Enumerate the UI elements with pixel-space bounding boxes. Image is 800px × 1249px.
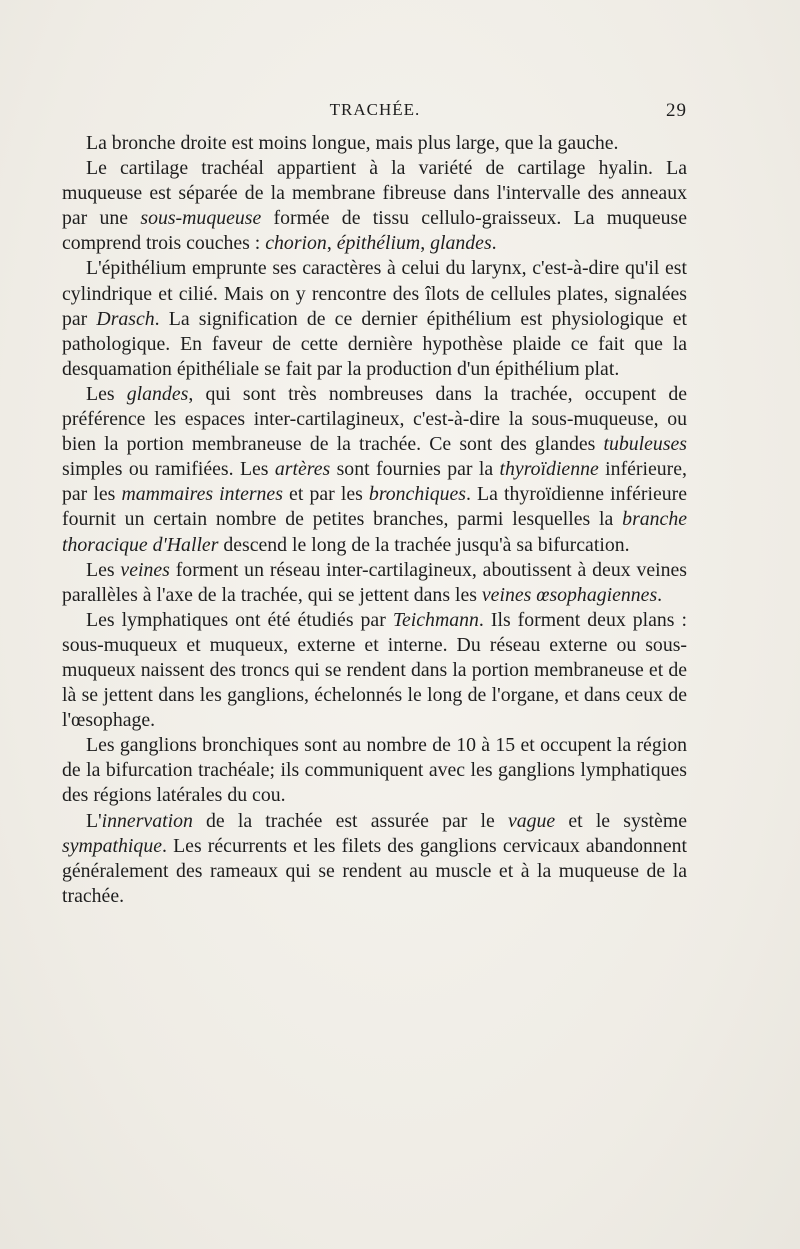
italic-text: veines (120, 558, 170, 581)
text-run: inférieure, par les (62, 458, 687, 506)
text-run: Les (86, 382, 127, 405)
text-run: , (326, 232, 337, 255)
italic-text: épithélium (336, 232, 421, 255)
text-run: sont fournies par la (330, 458, 500, 481)
italic-text: glandes (126, 382, 189, 405)
italic-text: glandes (430, 232, 492, 255)
italic-text: Teichmann (392, 608, 479, 631)
italic-text: sympathique (62, 834, 162, 857)
text-run: formée de tissu cellulo-graisseux. La muqueuse comprend trois couches : (62, 207, 687, 255)
italic-text: sous-muqueuse (140, 207, 262, 230)
text-run: L' (86, 809, 102, 832)
italic-text: Drasch (96, 307, 155, 330)
text-run: Les ganglions bronchiques sont au nombre de 10 à 15 et occupent la région de la bifurcation trachéale; ils communiquent avec les ganglions lymphatiques des régions latérales du cou. (62, 734, 687, 807)
running-title: TRACHÉE. (329, 100, 421, 119)
paragraph (62, 733, 687, 808)
page-number: 29 (666, 100, 687, 121)
text-run: La bronche droite est moins longue, mais plus large, que la gauche. (86, 132, 619, 154)
text-run: . Les récurrents et les filets des ganglions cervicaux abandonnent généralement des rameaux qui se rendent au muscle et à la muqueuse de la trachée. (62, 834, 687, 907)
paragraph (62, 608, 687, 733)
text-run: . (657, 583, 663, 606)
text-run: , qui sont très nombreuses dans la trachée, occupent de préférence les espaces inter-cartilagineux, c'est-à-dire la sous-muqueuse, ou bien la portion membraneuse de la trachée. Ce sont des glandes (62, 382, 687, 456)
page-header (63, 100, 687, 124)
text-run: . La thyroïdienne inférieure fournit un certain nombre de petites branches, parmi lesquelles la (62, 483, 688, 531)
text-run: de la trachée est assurée par le (192, 809, 508, 832)
paragraph (62, 809, 687, 909)
text-run: , (420, 232, 431, 255)
text-run: . (491, 232, 497, 255)
text-run: Le cartilage trachéal appartient à la variété de cartilage hyalin. La muqueuse est séparée de la membrane fibreuse dans l'intervalle des anneaux par une (62, 157, 687, 230)
text-run: Les lymphatiques ont été étudiés par (86, 608, 393, 631)
italic-text: vague (507, 809, 556, 832)
italic-text: branche thoracique d'Haller (62, 508, 687, 556)
italic-text: thyroïdienne (499, 458, 599, 481)
paragraph (62, 382, 687, 558)
text-run: simples ou ramifiées. Les (62, 458, 275, 481)
body-text (62, 131, 687, 909)
text-run: Les (86, 558, 121, 581)
italic-text: artères (274, 458, 331, 481)
paragraph (62, 131, 687, 156)
italic-text: bronchiques (368, 483, 466, 506)
italic-text: mammaires internes (121, 483, 283, 506)
text-run: L'épithélium emprunte ses caractères à celui du larynx, c'est-à-dire qu'il est cylindrique et cilié. Mais on y rencontre des îlots de cellules plates, signalées par (62, 257, 687, 330)
italic-text: chorion (265, 232, 327, 255)
text-run: descend le long de la trachée jusqu'à sa bifurcation. (218, 533, 630, 556)
text-run: et le système (555, 809, 687, 832)
italic-text: innervation (101, 809, 193, 832)
paragraph (62, 156, 687, 256)
text-run: . La signification de ce dernier épithélium est physiologique et pathologique. En faveur de cette dernière hypothèse plaide ce fait que la desquamation épithéliale se fait par la production d'un épithélium plat. (62, 307, 687, 380)
paragraph (62, 256, 687, 381)
paragraph (62, 558, 687, 608)
italic-text: tubuleuses (603, 433, 687, 456)
text-run: et par les (282, 483, 369, 506)
text-run: . Ils forment deux plans : sous-muqueux et muqueux, externe et interne. Du réseau externe ou sous-muqueux naissent des troncs qui se rendent dans la portion membraneuse et de là se jettent dans les ganglions, échelonnés le long de l'organe, et dans ceux de l'œsophage. (62, 608, 687, 732)
text-run: forment un réseau inter-cartilagineux, aboutissent à deux veines parallèles à l'axe de la trachée, qui se jettent dans les (62, 558, 687, 606)
italic-text: veines œsophagiennes (481, 583, 658, 606)
